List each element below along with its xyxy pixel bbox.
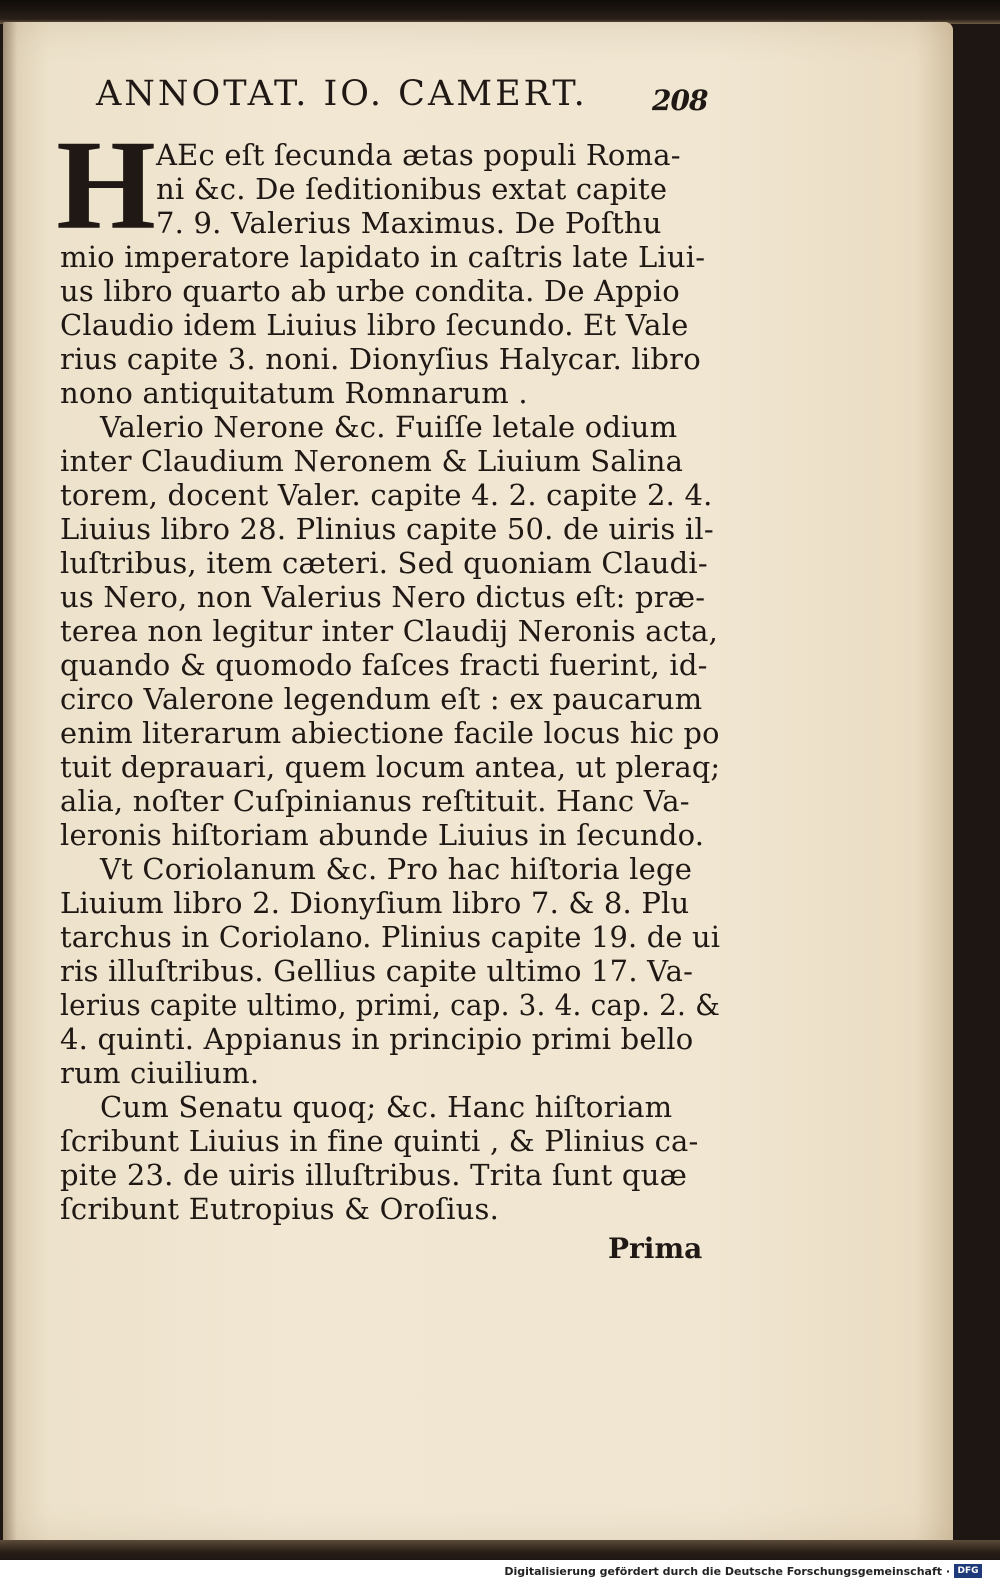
text-line: 7. 9. Valerius Maximus. De Poſthu [156,206,662,240]
catchword: Prima [608,1232,703,1265]
text-line: enim literarum abiectione facile locus hic po [60,716,720,750]
text-line: 4. quinti. Appianus in principio primi bello [60,1022,694,1056]
dfg-logo: DFG [954,1564,982,1578]
text-line: AEc eſt ſecunda ætas populi Roma- [156,138,681,172]
decorated-initial: H [56,114,156,256]
page-number: 208 [652,84,708,117]
text-line: circo Valerone legendum eſt : ex paucarum [60,682,703,716]
text-line: ſcribunt Liuius in fine quinti , & Plinius ca- [60,1124,699,1158]
footer-bar [0,1560,1000,1584]
text-line: ſcribunt Eutropius & Oroſius. [60,1192,500,1226]
text-line: inter Claudium Neronem & Liuium Salina [60,444,684,478]
text-line: terea non legitur inter Claudij Neronis acta, [60,614,719,648]
text-line: leronis hiſtoriam abunde Liuius in ſecundo. [60,818,705,852]
text-line: lerius capite ultimo, primi, cap. 3. 4. cap. 2. & [60,988,721,1022]
text-line: Cum Senatu quoq; &c. Hanc hiſtoriam [100,1090,673,1124]
text-line: alia, noſter Cuſpinianus reſtituit. Hanc Va- [60,784,690,818]
text-line: us libro quarto ab urbe condita. De Appio [60,274,680,308]
text-line: luſtribus, item cæteri. Sed quoniam Claudi- [60,546,708,580]
text-line: Valerio Nerone &c. Fuiſſe letale odium [100,410,678,444]
text-line: Vt Coriolanum &c. Pro hac hiſtoria lege [100,852,693,886]
text-line: pite 23. de uiris illuſtribus. Trita ſunt quæ [60,1158,688,1192]
text-line: rum ciuilium. [60,1056,260,1090]
text-line: Liuium libro 2. Dionyſium libro 7. & 8. Plu [60,886,690,920]
book-top-edge [0,0,1000,24]
text-line: us Nero, non Valerius Nero dictus eſt: præ- [60,580,706,614]
text-line: ris illuſtribus. Gellius capite ultimo 17. Va- [60,954,694,988]
text-line: rius capite 3. noni. Dionyſius Halycar. libro [60,342,701,376]
text-line: torem, docent Valer. capite 4. 2. capite 2. 4. [60,478,713,512]
book-bottom-edge [0,1540,1000,1560]
text-line: Claudio idem Liuius libro ſecundo. Et Vale [60,308,689,342]
text-line: ni &c. De ſeditionibus extat capite [156,172,668,206]
text-line: nono antiquitatum Romnarum . [60,376,528,410]
text-line: Liuius libro 28. Plinius capite 50. de uiris il- [60,512,714,546]
text-line: tarchus in Coriolano. Plinius capite 19. de ui [60,920,721,954]
text-line: tuit deprauari, quem locum antea, ut pleraq; [60,750,721,784]
text-line: quando & quomodo faſces fracti fuerint, id- [60,648,708,682]
text-line: mio imperatore lapidato in caſtris late Liui- [60,240,706,274]
funding-credit: Digitalisierung gefördert durch die Deutsche Forschungsgemeinschaft · [504,1565,950,1578]
running-title: ANNOTAT. IO. CAMERT. [96,74,588,114]
